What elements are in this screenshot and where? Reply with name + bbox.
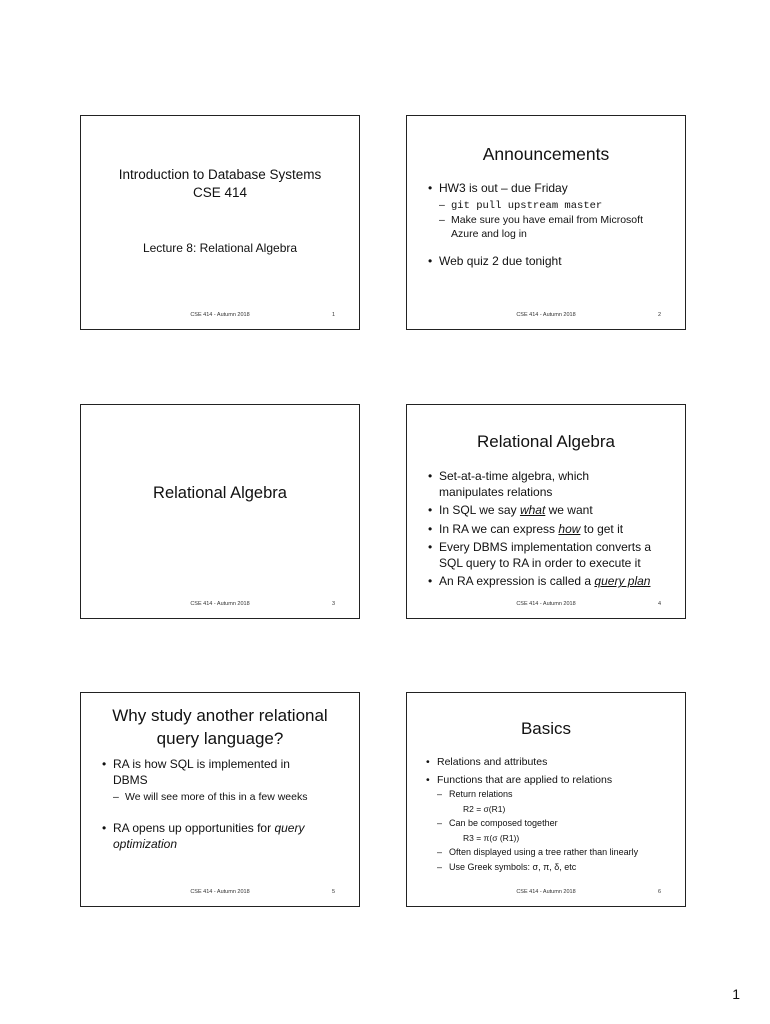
sub-list [113,790,307,804]
list-item: – Make sure you have email from Microsoft Azure and log in [439,213,643,241]
slide-1 [80,115,360,330]
bullet-list [101,756,307,852]
slide-footer [407,889,685,897]
bullet-list [427,180,643,269]
slide-number: 5 [331,889,335,895]
sub-list [439,198,643,241]
list-item: • RA opens up opportunities for query optimization [101,820,307,852]
bullet-list [427,469,651,590]
slide-3 [80,404,360,619]
slide-title: Relational Algebra [153,484,287,502]
slide-6 [406,692,686,907]
list-item: • RA is how SQL is implemented in DBMS – We will see more of this in a few weeks [101,756,307,804]
list-item: – git pull upstream master [439,198,643,213]
sub-list [437,787,638,874]
footer-course: CSE 414 - Autumn 2018 [516,601,576,607]
slide-footer [81,601,359,609]
slide-footer [81,889,359,897]
slide-footer [407,312,685,320]
footer-course: CSE 414 - Autumn 2018 [190,601,250,607]
title-line-2: CSE 414 [192,185,248,200]
list-item: • Every DBMS implementation converts a SQL query to RA in order to execute it [427,540,651,571]
slide-5 [80,692,360,907]
page-number: 1 [732,986,740,1002]
footer-course: CSE 414 - Autumn 2018 [190,889,250,895]
title-line-1: Why study another relational [112,706,328,725]
list-item: – Can be composed together R3 = π(σ (R1)) [437,816,638,845]
list-item: – Use Greek symbols: σ, π, δ, etc [437,860,638,875]
slide-title: Basics [520,719,572,738]
slide-title [81,166,359,202]
slide-title: Relational Algebra [477,432,615,451]
slide-number: 6 [657,889,661,895]
footer-course: CSE 414 - Autumn 2018 [516,312,576,318]
slide-number: 3 [331,601,335,607]
list-item: – We will see more of this in a few weeks [113,790,307,804]
list-item: • Web quiz 2 due tonight [427,253,643,269]
list-item: • HW3 is out – due Friday – git pull upstream master – Make sure you have email from Microsoft Azure and log in [427,180,643,241]
list-item: • In SQL we say what we want [427,503,651,519]
footer-course: CSE 414 - Autumn 2018 [190,312,250,318]
slide-number: 4 [657,601,661,607]
title-line-2: query language? [156,729,284,748]
list-item: – Return relations R2 = σ(R1) [437,787,638,816]
list-item: • Relations and attributes [425,755,638,769]
slide-title: Announcements [482,144,610,164]
lecture-subtitle: Lecture 8: Relational Algebra [142,241,298,255]
slide-number: 2 [657,312,661,318]
list-item: – Often displayed using a tree rather than linearly [437,845,638,860]
slide-4 [406,404,686,619]
slide-number: 1 [331,312,335,318]
list-item: • In RA we can express how to get it [427,522,651,538]
list-item: • Set-at-a-time algebra, which manipulates relations [427,469,651,500]
slide-footer [81,312,359,320]
bullet-list [425,755,638,874]
title-line-1: Introduction to Database Systems [118,167,322,182]
footer-course: CSE 414 - Autumn 2018 [516,889,576,895]
slide-footer [407,601,685,609]
slide-title [81,704,359,750]
list-item: • Functions that are applied to relations – Return relations R2 = σ(R1) – Can be composed together R3 = π(σ (R1)) – Often displayed using a tree rather than linearly – Use Greek symbols: σ, π, δ, etc [425,773,638,874]
slide-2 [406,115,686,330]
list-item: • An RA expression is called a query plan [427,574,651,590]
